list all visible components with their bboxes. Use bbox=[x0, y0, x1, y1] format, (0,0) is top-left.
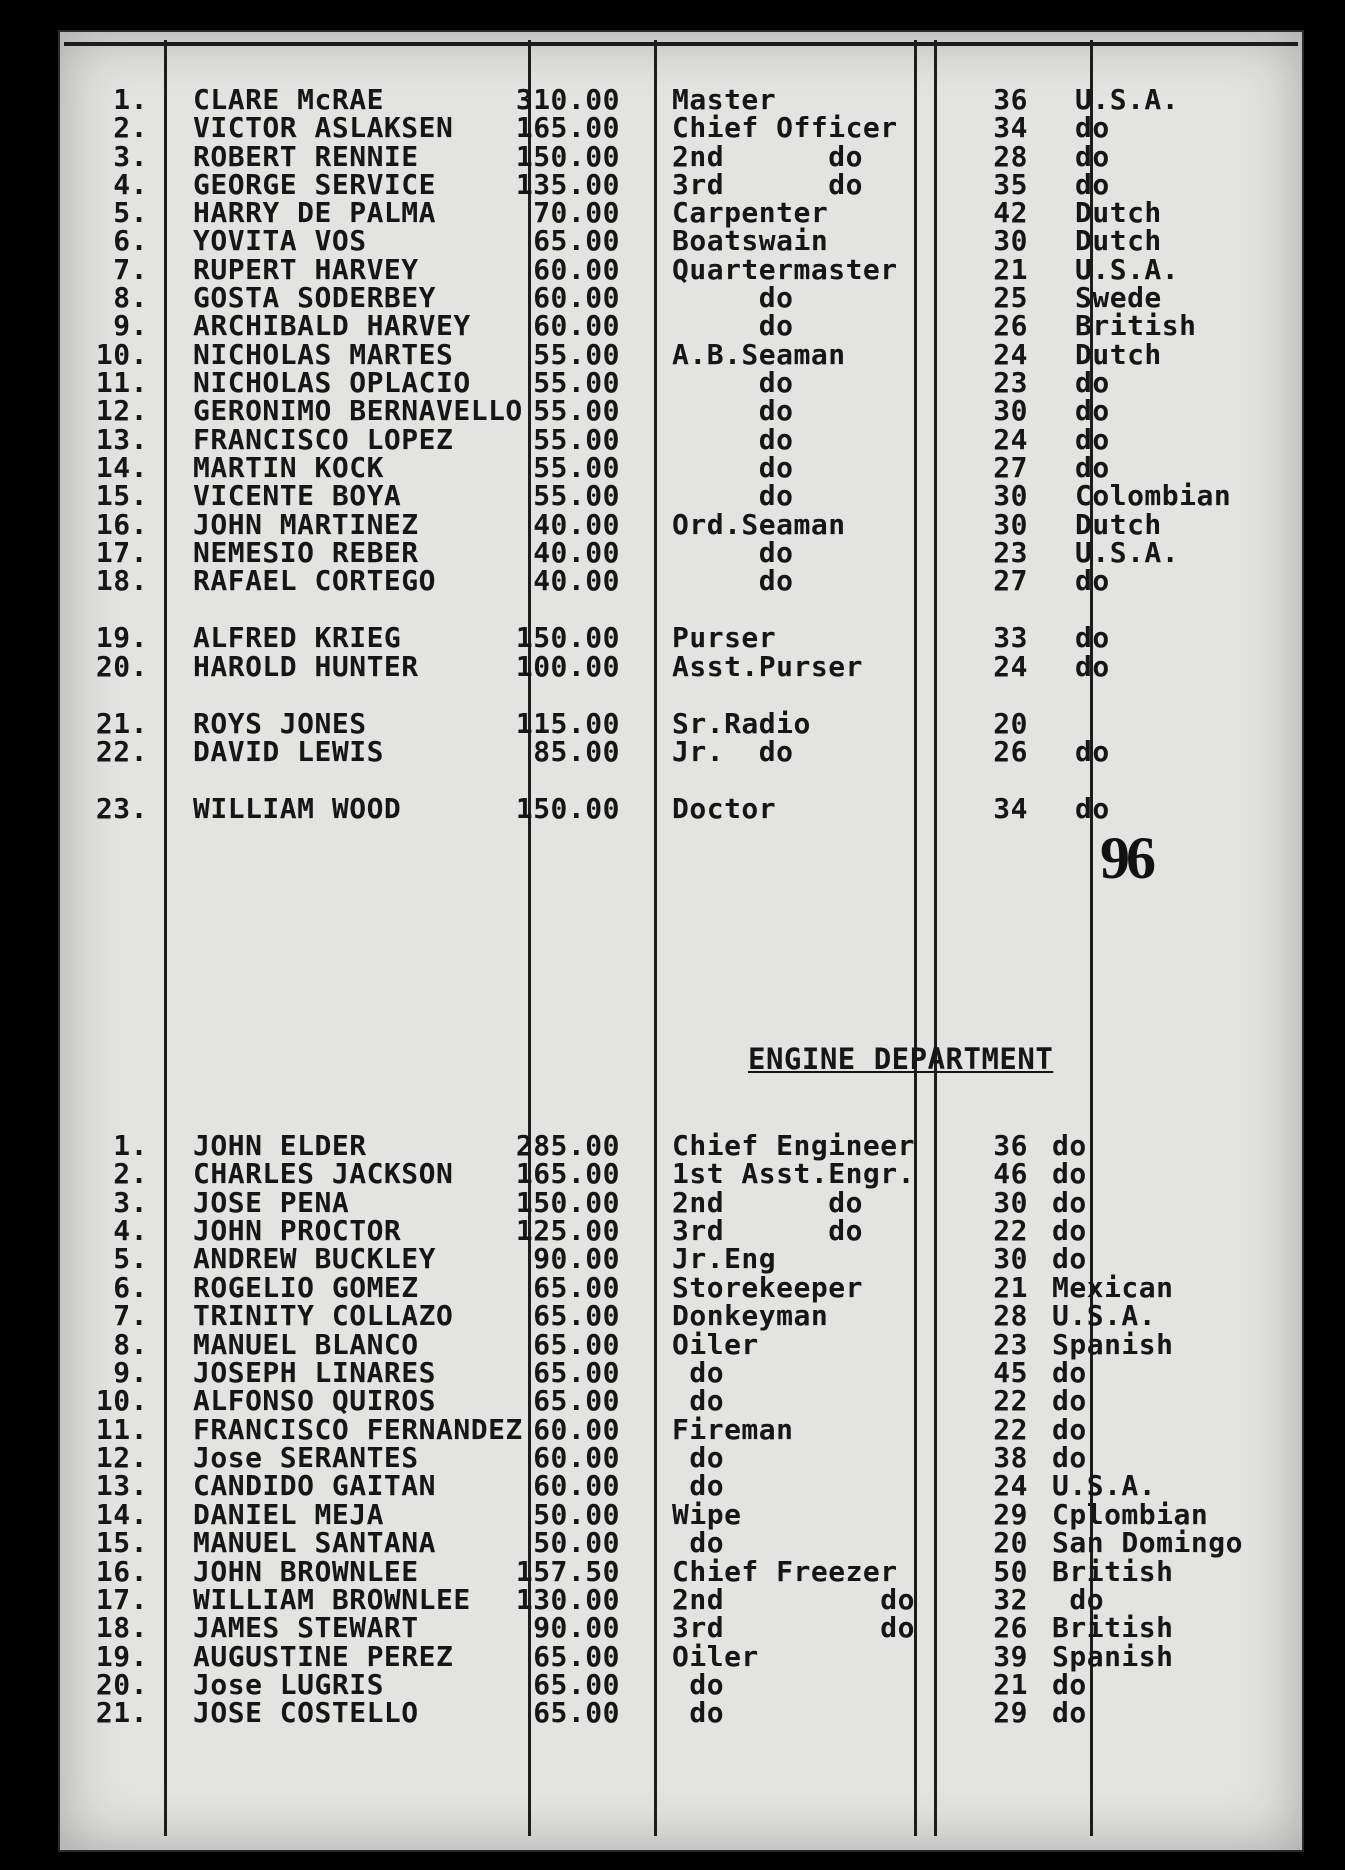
crew-wage: 40.00 bbox=[533, 508, 620, 541]
crew-nationality: U.S.A. bbox=[1052, 1469, 1157, 1502]
crew-number: 22. bbox=[95, 735, 148, 768]
crew-name: CLARE McRAE bbox=[193, 83, 384, 116]
crew-number: 12. bbox=[95, 394, 148, 427]
crew-age: 39 bbox=[993, 1640, 1028, 1673]
crew-rating: 2nd do bbox=[672, 1186, 863, 1219]
crew-rating: Boatswain bbox=[672, 224, 829, 257]
crew-nationality: do bbox=[1075, 394, 1110, 427]
crew-nationality: U.S.A. bbox=[1075, 253, 1180, 286]
crew-number: 19. bbox=[95, 1640, 148, 1673]
crew-rating: do bbox=[672, 423, 794, 456]
crew-nationality: Dutch bbox=[1075, 338, 1162, 371]
crew-name: NICHOLAS OPLACIO bbox=[193, 366, 471, 399]
crew-name: NICHOLAS MARTES bbox=[193, 338, 454, 371]
crew-name: FRANCISCO FERNANDEZ bbox=[193, 1413, 523, 1446]
crew-wage: 55.00 bbox=[533, 479, 620, 512]
crew-age: 33 bbox=[993, 621, 1028, 654]
crew-name: ROBERT RENNIE bbox=[193, 140, 419, 173]
crew-wage: 85.00 bbox=[533, 735, 620, 768]
crew-age: 22 bbox=[993, 1214, 1028, 1247]
crew-number: 23. bbox=[95, 792, 148, 825]
crew-name: GERONIMO BERNAVELLO bbox=[193, 394, 523, 427]
crew-number: 7. bbox=[113, 1299, 148, 1332]
crew-nationality: do bbox=[1052, 1214, 1087, 1247]
page-number-mark: 96 bbox=[1100, 825, 1152, 891]
crew-rating: do bbox=[672, 479, 794, 512]
crew-age: 34 bbox=[993, 111, 1028, 144]
crew-number: 5. bbox=[113, 196, 148, 229]
crew-number: 19. bbox=[95, 621, 148, 654]
crew-name: NEMESIO REBER bbox=[193, 536, 419, 569]
crew-name: GOSTA SODERBEY bbox=[193, 281, 437, 314]
crew-nationality: do bbox=[1052, 1668, 1087, 1701]
crew-wage: 165.00 bbox=[515, 111, 620, 144]
crew-name: MARTIN KOCK bbox=[193, 451, 384, 484]
crew-age: 26 bbox=[993, 735, 1028, 768]
crew-name: WILLIAM BROWNLEE bbox=[193, 1583, 471, 1616]
crew-age: 26 bbox=[993, 1611, 1028, 1644]
crew-age: 30 bbox=[993, 224, 1028, 257]
crew-rating: do bbox=[672, 394, 794, 427]
crew-nationality: do bbox=[1052, 1583, 1105, 1616]
crew-rating: do bbox=[672, 451, 794, 484]
crew-number: 8. bbox=[113, 1328, 148, 1361]
crew-wage: 55.00 bbox=[533, 394, 620, 427]
crew-rating: 2nd do bbox=[672, 1583, 916, 1616]
crew-nationality: do bbox=[1075, 111, 1110, 144]
crew-rating: do bbox=[672, 1356, 725, 1389]
crew-rating: do bbox=[672, 281, 794, 314]
crew-number: 14. bbox=[95, 1498, 148, 1531]
crew-number: 13. bbox=[95, 1469, 148, 1502]
crew-nationality: do bbox=[1075, 140, 1110, 173]
crew-name: JOHN PROCTOR bbox=[193, 1214, 402, 1247]
crew-rating: Jr.Eng bbox=[672, 1242, 777, 1275]
crew-nationality: U.S.A. bbox=[1052, 1299, 1157, 1332]
crew-wage: 60.00 bbox=[533, 1413, 620, 1446]
crew-name: JOHN ELDER bbox=[193, 1129, 367, 1162]
crew-age: 36 bbox=[993, 83, 1028, 116]
crew-name: CANDIDO GAITAN bbox=[193, 1469, 437, 1502]
crew-number: 4. bbox=[113, 1214, 148, 1247]
crew-rating: 2nd do bbox=[672, 140, 863, 173]
crew-wage: 65.00 bbox=[533, 1640, 620, 1673]
crew-rating: do bbox=[672, 1469, 725, 1502]
crew-nationality: do bbox=[1075, 735, 1110, 768]
crew-name: RUPERT HARVEY bbox=[193, 253, 419, 286]
crew-number: 10. bbox=[95, 338, 148, 371]
crew-wage: 65.00 bbox=[533, 1356, 620, 1389]
crew-wage: 100.00 bbox=[515, 650, 620, 683]
crew-name: YOVITA VOS bbox=[193, 224, 367, 257]
crew-age: 35 bbox=[993, 168, 1028, 201]
crew-name: VICENTE BOYA bbox=[193, 479, 402, 512]
crew-age: 28 bbox=[993, 1299, 1028, 1332]
crew-nationality: do bbox=[1052, 1129, 1087, 1162]
crew-rating: Chief Engineer bbox=[672, 1129, 916, 1162]
crew-nationality: U.S.A. bbox=[1075, 536, 1180, 569]
crew-wage: 60.00 bbox=[533, 1441, 620, 1474]
crew-name: ALFONSO QUIROS bbox=[193, 1384, 437, 1417]
crew-rating: 3rd do bbox=[672, 168, 863, 201]
crew-rating: do bbox=[672, 1384, 725, 1417]
crew-rating: Jr. do bbox=[672, 735, 794, 768]
crew-wage: 40.00 bbox=[533, 564, 620, 597]
crew-name: JOHN BROWNLEE bbox=[193, 1555, 419, 1588]
column-rule-wage bbox=[654, 40, 657, 1836]
crew-name: VICTOR ASLAKSEN bbox=[193, 111, 454, 144]
column-rule-rating-double bbox=[934, 40, 937, 1836]
crew-wage: 130.00 bbox=[515, 1583, 620, 1616]
crew-nationality: Spanish bbox=[1052, 1328, 1174, 1361]
crew-number: 3. bbox=[113, 1186, 148, 1219]
crew-number: 2. bbox=[113, 111, 148, 144]
crew-nationality: Spanish bbox=[1052, 1640, 1174, 1673]
crew-name: WILLIAM WOOD bbox=[193, 792, 402, 825]
crew-age: 20 bbox=[993, 1526, 1028, 1559]
crew-nationality: San Domingo bbox=[1052, 1526, 1243, 1559]
crew-wage: 55.00 bbox=[533, 366, 620, 399]
crew-number: 6. bbox=[113, 224, 148, 257]
crew-nationality: do bbox=[1075, 168, 1110, 201]
crew-nationality: Swede bbox=[1075, 281, 1162, 314]
crew-name: HARRY DE PALMA bbox=[193, 196, 437, 229]
crew-wage: 65.00 bbox=[533, 1328, 620, 1361]
crew-name: TRINITY COLLAZO bbox=[193, 1299, 454, 1332]
crew-wage: 150.00 bbox=[515, 621, 620, 654]
crew-age: 23 bbox=[993, 1328, 1028, 1361]
crew-rating: Fireman bbox=[672, 1413, 794, 1446]
crew-wage: 150.00 bbox=[515, 140, 620, 173]
document-page bbox=[58, 30, 1304, 1852]
crew-number: 16. bbox=[95, 508, 148, 541]
crew-rating: Chief Freezer bbox=[672, 1555, 898, 1588]
crew-number: 1. bbox=[113, 83, 148, 116]
crew-rating: do bbox=[672, 536, 794, 569]
crew-rating: Doctor bbox=[672, 792, 777, 825]
crew-number: 18. bbox=[95, 564, 148, 597]
crew-wage: 60.00 bbox=[533, 309, 620, 342]
crew-age: 26 bbox=[993, 309, 1028, 342]
crew-wage: 50.00 bbox=[533, 1498, 620, 1531]
crew-number: 9. bbox=[113, 1356, 148, 1389]
crew-rating: do bbox=[672, 1696, 725, 1729]
crew-name: DANIEL MEJA bbox=[193, 1498, 384, 1531]
crew-age: 30 bbox=[993, 1186, 1028, 1219]
crew-wage: 60.00 bbox=[533, 253, 620, 286]
crew-number: 15. bbox=[95, 479, 148, 512]
crew-number: 17. bbox=[95, 1583, 148, 1616]
crew-name: HAROLD HUNTER bbox=[193, 650, 419, 683]
crew-rating: Storekeeper bbox=[672, 1271, 863, 1304]
crew-age: 50 bbox=[993, 1555, 1028, 1588]
crew-wage: 60.00 bbox=[533, 281, 620, 314]
crew-wage: 65.00 bbox=[533, 1384, 620, 1417]
crew-rating: do bbox=[672, 564, 794, 597]
crew-name: Jose LUGRIS bbox=[193, 1668, 384, 1701]
crew-name: ROYS JONES bbox=[193, 707, 367, 740]
crew-age: 30 bbox=[993, 1242, 1028, 1275]
crew-number: 10. bbox=[95, 1384, 148, 1417]
crew-nationality: do bbox=[1075, 650, 1110, 683]
crew-rating: do bbox=[672, 1526, 725, 1559]
crew-name: JAMES STEWART bbox=[193, 1611, 419, 1644]
crew-name: JOSE COSTELLO bbox=[193, 1696, 419, 1729]
crew-age: 34 bbox=[993, 792, 1028, 825]
crew-nationality: do bbox=[1052, 1157, 1087, 1190]
crew-rating: Sr.Radio bbox=[672, 707, 811, 740]
crew-rating: Oiler bbox=[672, 1328, 759, 1361]
crew-age: 30 bbox=[993, 508, 1028, 541]
crew-number: 16. bbox=[95, 1555, 148, 1588]
crew-number: 18. bbox=[95, 1611, 148, 1644]
crew-number: 13. bbox=[95, 423, 148, 456]
crew-nationality: do bbox=[1075, 451, 1110, 484]
crew-name: ALFRED KRIEG bbox=[193, 621, 402, 654]
crew-wage: 65.00 bbox=[533, 1299, 620, 1332]
crew-wage: 115.00 bbox=[515, 707, 620, 740]
crew-rating: 1st Asst.Engr. bbox=[672, 1157, 916, 1190]
crew-wage: 90.00 bbox=[533, 1242, 620, 1275]
crew-rating: A.B.Seaman bbox=[672, 338, 846, 371]
crew-rating: do bbox=[672, 366, 794, 399]
crew-nationality: do bbox=[1052, 1384, 1087, 1417]
crew-wage: 135.00 bbox=[515, 168, 620, 201]
crew-nationality: do bbox=[1075, 792, 1110, 825]
crew-age: 38 bbox=[993, 1441, 1028, 1474]
crew-nationality: do bbox=[1052, 1413, 1087, 1446]
crew-age: 23 bbox=[993, 366, 1028, 399]
crew-rating: Asst.Purser bbox=[672, 650, 863, 683]
crew-nationality: do bbox=[1075, 564, 1110, 597]
crew-rating: Ord.Seaman bbox=[672, 508, 846, 541]
crew-number: 2. bbox=[113, 1157, 148, 1190]
crew-age: 27 bbox=[993, 451, 1028, 484]
crew-number: 21. bbox=[95, 707, 148, 740]
column-rule-rating bbox=[914, 40, 917, 1836]
crew-nationality: U.S.A. bbox=[1075, 83, 1180, 116]
crew-name: ARCHIBALD HARVEY bbox=[193, 309, 471, 342]
crew-name: RAFAEL CORTEGO bbox=[193, 564, 437, 597]
crew-number: 5. bbox=[113, 1242, 148, 1275]
crew-age: 21 bbox=[993, 1271, 1028, 1304]
crew-rating: Chief Officer bbox=[672, 111, 898, 144]
crew-wage: 157.50 bbox=[515, 1555, 620, 1588]
crew-rating: 3rd do bbox=[672, 1214, 863, 1247]
crew-nationality: British bbox=[1052, 1555, 1174, 1588]
crew-nationality: Dutch bbox=[1075, 224, 1162, 257]
crew-nationality: Dutch bbox=[1075, 196, 1162, 229]
crew-nationality: do bbox=[1052, 1186, 1087, 1219]
crew-nationality: do bbox=[1052, 1441, 1087, 1474]
crew-age: 22 bbox=[993, 1413, 1028, 1446]
crew-name: JOHN MARTINEZ bbox=[193, 508, 419, 541]
crew-age: 32 bbox=[993, 1583, 1028, 1616]
crew-nationality: Colombian bbox=[1075, 479, 1232, 512]
crew-number: 21. bbox=[95, 1696, 148, 1729]
crew-name: ROGELIO GOMEZ bbox=[193, 1271, 419, 1304]
crew-name: ANDREW BUCKLEY bbox=[193, 1242, 437, 1275]
crew-number: 12. bbox=[95, 1441, 148, 1474]
crew-age: 25 bbox=[993, 281, 1028, 314]
crew-wage: 65.00 bbox=[533, 224, 620, 257]
crew-rating: do bbox=[672, 1668, 725, 1701]
crew-age: 28 bbox=[993, 140, 1028, 173]
crew-age: 21 bbox=[993, 253, 1028, 286]
crew-age: 27 bbox=[993, 564, 1028, 597]
crew-age: 30 bbox=[993, 394, 1028, 427]
crew-name: Jose SERANTES bbox=[193, 1441, 419, 1474]
crew-rating: Donkeyman bbox=[672, 1299, 829, 1332]
crew-age: 21 bbox=[993, 1668, 1028, 1701]
crew-number: 15. bbox=[95, 1526, 148, 1559]
crew-number: 20. bbox=[95, 650, 148, 683]
crew-wage: 150.00 bbox=[515, 1186, 620, 1219]
crew-age: 29 bbox=[993, 1498, 1028, 1531]
crew-nationality: do bbox=[1075, 621, 1110, 654]
crew-name: CHARLES JACKSON bbox=[193, 1157, 454, 1190]
crew-name: GEORGE SERVICE bbox=[193, 168, 437, 201]
crew-number: 7. bbox=[113, 253, 148, 286]
crew-name: DAVID LEWIS bbox=[193, 735, 384, 768]
column-rule-number bbox=[164, 40, 167, 1836]
crew-name: MANUEL SANTANA bbox=[193, 1526, 437, 1559]
crew-age: 24 bbox=[993, 423, 1028, 456]
crew-number: 11. bbox=[95, 366, 148, 399]
crew-number: 1. bbox=[113, 1129, 148, 1162]
top-rule bbox=[64, 42, 1298, 46]
crew-wage: 55.00 bbox=[533, 451, 620, 484]
crew-rating: Carpenter bbox=[672, 196, 829, 229]
crew-name: JOSEPH LINARES bbox=[193, 1356, 437, 1389]
crew-age: 20 bbox=[993, 707, 1028, 740]
crew-wage: 65.00 bbox=[533, 1668, 620, 1701]
crew-number: 3. bbox=[113, 140, 148, 173]
crew-wage: 310.00 bbox=[515, 83, 620, 116]
crew-nationality: do bbox=[1052, 1242, 1087, 1275]
crew-age: 23 bbox=[993, 536, 1028, 569]
crew-wage: 150.00 bbox=[515, 792, 620, 825]
crew-rating: 3rd do bbox=[672, 1611, 916, 1644]
crew-rating: Purser bbox=[672, 621, 777, 654]
crew-nationality: do bbox=[1075, 423, 1110, 456]
crew-rating: Wipe bbox=[672, 1498, 742, 1531]
crew-nationality: British bbox=[1075, 309, 1197, 342]
crew-number: 8. bbox=[113, 281, 148, 314]
crew-nationality: do bbox=[1052, 1356, 1087, 1389]
crew-name: JOSE PENA bbox=[193, 1186, 350, 1219]
crew-wage: 55.00 bbox=[533, 423, 620, 456]
crew-wage: 90.00 bbox=[533, 1611, 620, 1644]
crew-nationality: British bbox=[1052, 1611, 1174, 1644]
crew-number: 14. bbox=[95, 451, 148, 484]
crew-wage: 55.00 bbox=[533, 338, 620, 371]
crew-nationality: Dutch bbox=[1075, 508, 1162, 541]
crew-wage: 125.00 bbox=[515, 1214, 620, 1247]
crew-wage: 65.00 bbox=[533, 1271, 620, 1304]
crew-age: 29 bbox=[993, 1696, 1028, 1729]
crew-rating: Oiler bbox=[672, 1640, 759, 1673]
crew-wage: 50.00 bbox=[533, 1526, 620, 1559]
crew-wage: 70.00 bbox=[533, 196, 620, 229]
crew-number: 17. bbox=[95, 536, 148, 569]
crew-number: 20. bbox=[95, 1668, 148, 1701]
crew-rating: do bbox=[672, 1441, 725, 1474]
crew-name: AUGUSTINE PEREZ bbox=[193, 1640, 454, 1673]
crew-number: 11. bbox=[95, 1413, 148, 1446]
crew-wage: 165.00 bbox=[515, 1157, 620, 1190]
crew-nationality: Mexican bbox=[1052, 1271, 1174, 1304]
crew-rating: Quartermaster bbox=[672, 253, 898, 286]
crew-name: MANUEL BLANCO bbox=[193, 1328, 419, 1361]
crew-age: 24 bbox=[993, 1469, 1028, 1502]
crew-age: 22 bbox=[993, 1384, 1028, 1417]
crew-number: 6. bbox=[113, 1271, 148, 1304]
crew-nationality: do bbox=[1075, 366, 1110, 399]
crew-age: 30 bbox=[993, 479, 1028, 512]
crew-nationality: Cplombian bbox=[1052, 1498, 1209, 1531]
engine-department-heading: ENGINE DEPARTMENT bbox=[748, 1042, 1054, 1076]
crew-age: 46 bbox=[993, 1157, 1028, 1190]
crew-age: 24 bbox=[993, 338, 1028, 371]
crew-wage: 285.00 bbox=[515, 1129, 620, 1162]
crew-age: 45 bbox=[993, 1356, 1028, 1389]
crew-rating: Master bbox=[672, 83, 777, 116]
crew-number: 4. bbox=[113, 168, 148, 201]
crew-wage: 60.00 bbox=[533, 1469, 620, 1502]
crew-age: 42 bbox=[993, 196, 1028, 229]
crew-wage: 65.00 bbox=[533, 1696, 620, 1729]
crew-age: 24 bbox=[993, 650, 1028, 683]
crew-wage: 40.00 bbox=[533, 536, 620, 569]
crew-age: 36 bbox=[993, 1129, 1028, 1162]
crew-name: FRANCISCO LOPEZ bbox=[193, 423, 454, 456]
crew-rating: do bbox=[672, 309, 794, 342]
crew-number: 9. bbox=[113, 309, 148, 342]
crew-nationality: do bbox=[1052, 1696, 1087, 1729]
